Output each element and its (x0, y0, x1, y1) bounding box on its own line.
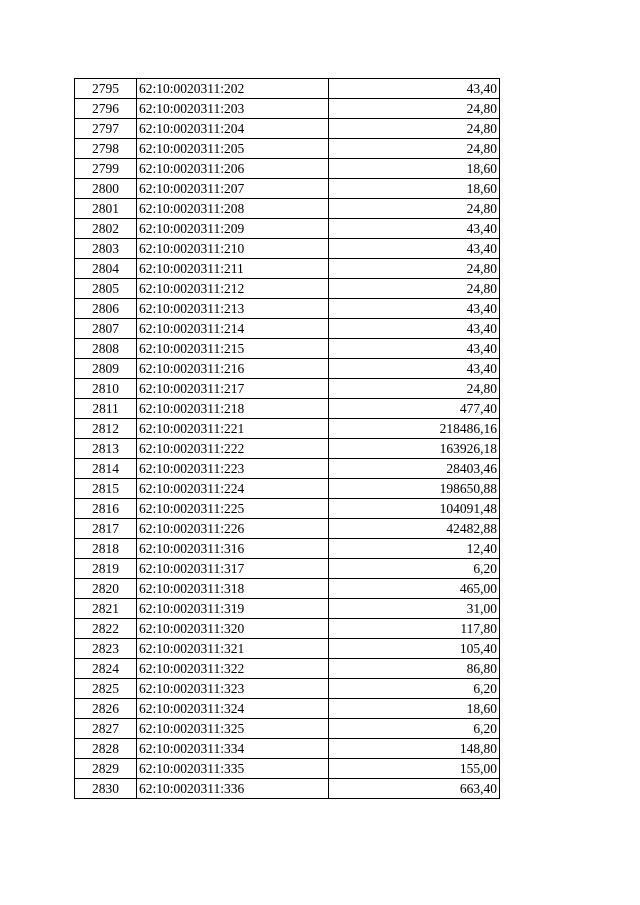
row-number-cell: 2807 (75, 319, 137, 339)
table-row (75, 419, 500, 439)
row-number-cell: 2812 (75, 419, 137, 439)
table-row (75, 99, 500, 119)
area-value-cell: 465,00 (329, 579, 500, 599)
area-value-cell: 155,00 (329, 759, 500, 779)
table-row (75, 179, 500, 199)
cadastral-number-cell: 62:10:0020311:226 (137, 519, 329, 539)
cadastral-number-cell: 62:10:0020311:214 (137, 319, 329, 339)
row-number-cell: 2806 (75, 299, 137, 319)
row-number-cell: 2826 (75, 699, 137, 719)
area-value-cell: 663,40 (329, 779, 500, 799)
cadastral-number-cell: 62:10:0020311:318 (137, 579, 329, 599)
table-row (75, 619, 500, 639)
cadastral-number-cell: 62:10:0020311:335 (137, 759, 329, 779)
table-row (75, 259, 500, 279)
area-value-cell: 477,40 (329, 399, 500, 419)
row-number-cell: 2817 (75, 519, 137, 539)
table-row (75, 159, 500, 179)
row-number-cell: 2801 (75, 199, 137, 219)
cadastral-number-cell: 62:10:0020311:205 (137, 139, 329, 159)
row-number-cell: 2813 (75, 439, 137, 459)
table-row (75, 219, 500, 239)
area-value-cell: 6,20 (329, 679, 500, 699)
area-value-cell: 43,40 (329, 239, 500, 259)
area-value-cell: 104091,48 (329, 499, 500, 519)
area-value-cell: 117,80 (329, 619, 500, 639)
area-value-cell: 18,60 (329, 179, 500, 199)
table-row (75, 479, 500, 499)
parcel-table (74, 78, 500, 799)
area-value-cell: 86,80 (329, 659, 500, 679)
row-number-cell: 2824 (75, 659, 137, 679)
cadastral-number-cell: 62:10:0020311:215 (137, 339, 329, 359)
row-number-cell: 2815 (75, 479, 137, 499)
row-number-cell: 2820 (75, 579, 137, 599)
row-number-cell: 2803 (75, 239, 137, 259)
cadastral-number-cell: 62:10:0020311:209 (137, 219, 329, 239)
cadastral-number-cell: 62:10:0020311:211 (137, 259, 329, 279)
cadastral-number-cell: 62:10:0020311:208 (137, 199, 329, 219)
cadastral-number-cell: 62:10:0020311:202 (137, 79, 329, 99)
row-number-cell: 2825 (75, 679, 137, 699)
cadastral-number-cell: 62:10:0020311:225 (137, 499, 329, 519)
area-value-cell: 43,40 (329, 359, 500, 379)
table-row (75, 139, 500, 159)
cadastral-number-cell: 62:10:0020311:319 (137, 599, 329, 619)
table-row (75, 319, 500, 339)
row-number-cell: 2805 (75, 279, 137, 299)
area-value-cell: 24,80 (329, 259, 500, 279)
cadastral-number-cell: 62:10:0020311:334 (137, 739, 329, 759)
row-number-cell: 2800 (75, 179, 137, 199)
row-number-cell: 2819 (75, 559, 137, 579)
area-value-cell: 28403,46 (329, 459, 500, 479)
area-value-cell: 43,40 (329, 79, 500, 99)
row-number-cell: 2816 (75, 499, 137, 519)
area-value-cell: 105,40 (329, 639, 500, 659)
row-number-cell: 2821 (75, 599, 137, 619)
area-value-cell: 198650,88 (329, 479, 500, 499)
cadastral-number-cell: 62:10:0020311:204 (137, 119, 329, 139)
row-number-cell: 2822 (75, 619, 137, 639)
table-row (75, 779, 500, 799)
area-value-cell: 218486,16 (329, 419, 500, 439)
cadastral-number-cell: 62:10:0020311:203 (137, 99, 329, 119)
cadastral-number-cell: 62:10:0020311:223 (137, 459, 329, 479)
cadastral-number-cell: 62:10:0020311:317 (137, 559, 329, 579)
area-value-cell: 24,80 (329, 99, 500, 119)
table-row (75, 599, 500, 619)
cadastral-number-cell: 62:10:0020311:210 (137, 239, 329, 259)
row-number-cell: 2829 (75, 759, 137, 779)
row-number-cell: 2802 (75, 219, 137, 239)
cadastral-number-cell: 62:10:0020311:221 (137, 419, 329, 439)
table-row (75, 499, 500, 519)
cadastral-number-cell: 62:10:0020311:206 (137, 159, 329, 179)
cadastral-number-cell: 62:10:0020311:316 (137, 539, 329, 559)
area-value-cell: 43,40 (329, 339, 500, 359)
area-value-cell: 24,80 (329, 279, 500, 299)
table-row (75, 759, 500, 779)
table-row (75, 399, 500, 419)
table-row (75, 539, 500, 559)
area-value-cell: 6,20 (329, 559, 500, 579)
cadastral-number-cell: 62:10:0020311:336 (137, 779, 329, 799)
table-row (75, 379, 500, 399)
row-number-cell: 2809 (75, 359, 137, 379)
table-row (75, 719, 500, 739)
cadastral-number-cell: 62:10:0020311:321 (137, 639, 329, 659)
cadastral-number-cell: 62:10:0020311:322 (137, 659, 329, 679)
area-value-cell: 6,20 (329, 719, 500, 739)
area-value-cell: 18,60 (329, 159, 500, 179)
table-row (75, 299, 500, 319)
cadastral-number-cell: 62:10:0020311:224 (137, 479, 329, 499)
parcel-table-container (74, 78, 500, 799)
area-value-cell: 18,60 (329, 699, 500, 719)
table-row (75, 199, 500, 219)
table-row (75, 79, 500, 99)
cadastral-number-cell: 62:10:0020311:222 (137, 439, 329, 459)
cadastral-number-cell: 62:10:0020311:320 (137, 619, 329, 639)
area-value-cell: 43,40 (329, 299, 500, 319)
row-number-cell: 2828 (75, 739, 137, 759)
table-row (75, 439, 500, 459)
area-value-cell: 42482,88 (329, 519, 500, 539)
table-row (75, 739, 500, 759)
cadastral-number-cell: 62:10:0020311:218 (137, 399, 329, 419)
cadastral-number-cell: 62:10:0020311:324 (137, 699, 329, 719)
row-number-cell: 2811 (75, 399, 137, 419)
cadastral-number-cell: 62:10:0020311:213 (137, 299, 329, 319)
table-row (75, 659, 500, 679)
area-value-cell: 31,00 (329, 599, 500, 619)
row-number-cell: 2797 (75, 119, 137, 139)
table-row (75, 679, 500, 699)
row-number-cell: 2818 (75, 539, 137, 559)
row-number-cell: 2810 (75, 379, 137, 399)
row-number-cell: 2799 (75, 159, 137, 179)
area-value-cell: 24,80 (329, 379, 500, 399)
cadastral-number-cell: 62:10:0020311:325 (137, 719, 329, 739)
table-row (75, 579, 500, 599)
row-number-cell: 2804 (75, 259, 137, 279)
row-number-cell: 2798 (75, 139, 137, 159)
cadastral-number-cell: 62:10:0020311:207 (137, 179, 329, 199)
area-value-cell: 24,80 (329, 139, 500, 159)
row-number-cell: 2808 (75, 339, 137, 359)
area-value-cell: 163926,18 (329, 439, 500, 459)
table-row (75, 639, 500, 659)
table-row (75, 339, 500, 359)
table-row (75, 459, 500, 479)
row-number-cell: 2827 (75, 719, 137, 739)
table-row (75, 519, 500, 539)
area-value-cell: 24,80 (329, 119, 500, 139)
cadastral-number-cell: 62:10:0020311:323 (137, 679, 329, 699)
table-row (75, 279, 500, 299)
row-number-cell: 2823 (75, 639, 137, 659)
row-number-cell: 2830 (75, 779, 137, 799)
area-value-cell: 43,40 (329, 219, 500, 239)
row-number-cell: 2796 (75, 99, 137, 119)
parcel-table-body (75, 79, 500, 799)
cadastral-number-cell: 62:10:0020311:216 (137, 359, 329, 379)
table-row (75, 359, 500, 379)
area-value-cell: 148,80 (329, 739, 500, 759)
area-value-cell: 24,80 (329, 199, 500, 219)
row-number-cell: 2795 (75, 79, 137, 99)
table-row (75, 699, 500, 719)
area-value-cell: 12,40 (329, 539, 500, 559)
table-row (75, 119, 500, 139)
table-row (75, 239, 500, 259)
table-row (75, 559, 500, 579)
cadastral-number-cell: 62:10:0020311:212 (137, 279, 329, 299)
row-number-cell: 2814 (75, 459, 137, 479)
cadastral-number-cell: 62:10:0020311:217 (137, 379, 329, 399)
area-value-cell: 43,40 (329, 319, 500, 339)
